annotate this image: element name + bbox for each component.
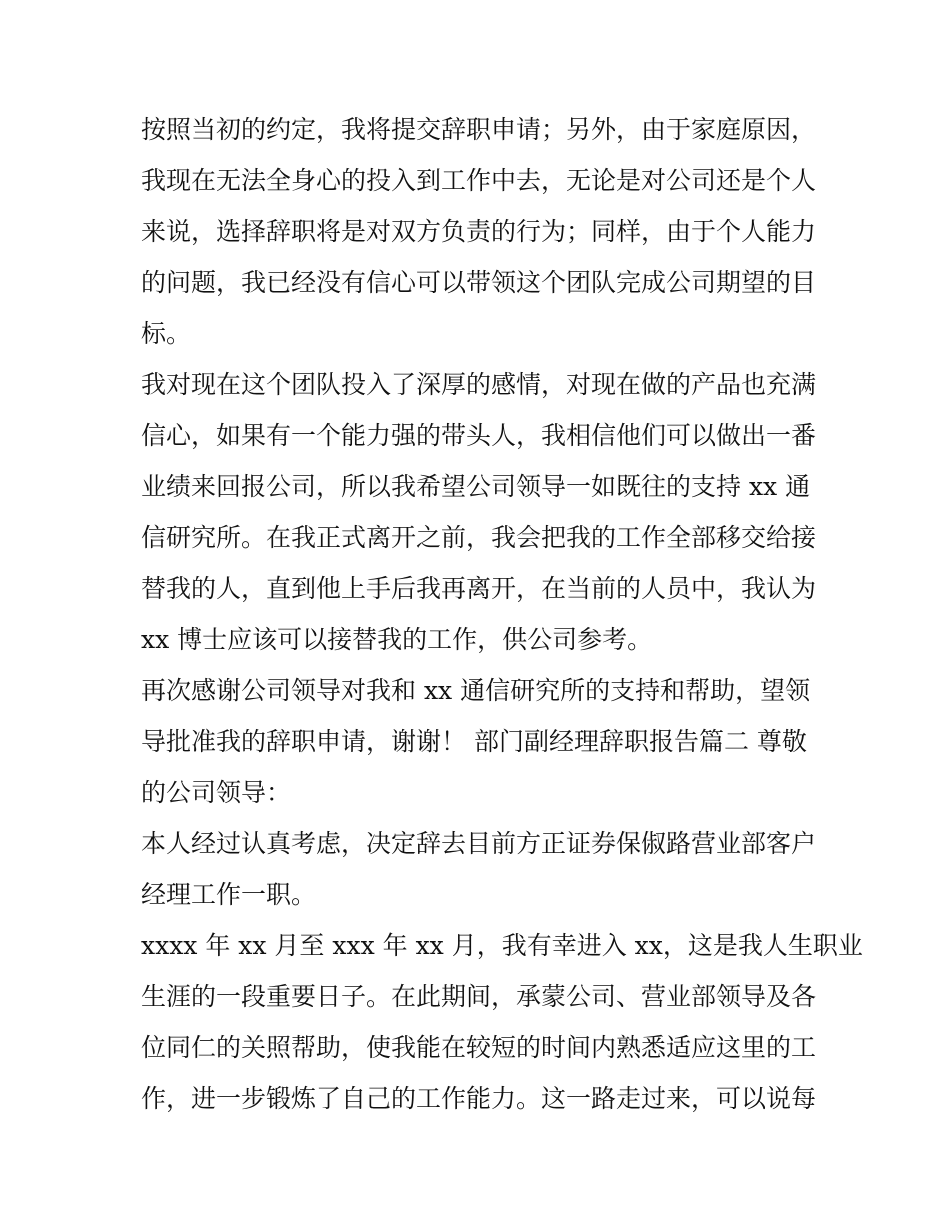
text-line: 生涯的一段重要日子。在此期间，承蒙公司、营业部领导及各	[141, 982, 817, 1011]
text-line: 位同仁的关照帮助，使我能在较短的时间内熟悉适应这里的工	[141, 1033, 817, 1062]
text-line: 我现在无法全身心的投入到工作中去，无论是对公司还是个人	[141, 166, 817, 195]
text-line: 信心，如果有一个能力强的带头人，我相信他们可以做出一番	[141, 421, 817, 450]
text-line: 导批准我的辞职申请，谢谢！ 部门副经理辞职报告篇二 尊敬	[141, 727, 807, 756]
text-line: xxxx 年 xx 月至 xxx 年 xx 月，我有幸进入 xx，这是我人生职业	[141, 931, 863, 960]
text-line: 我对现在这个团队投入了深厚的感情，对现在做的产品也充满	[141, 370, 817, 399]
text-line: 的公司领导：	[141, 778, 292, 807]
text-line: xx 博士应该可以接替我的工作，供公司参考。	[141, 625, 653, 654]
text-line: 业绩来回报公司，所以我希望公司领导一如既往的支持 xx 通	[141, 472, 811, 501]
text-line: 作，进一步锻炼了自己的工作能力。这一路走过来，可以说每	[141, 1084, 817, 1113]
text-line: 再次感谢公司领导对我和 xx 通信研究所的支持和帮助，望领	[141, 676, 811, 705]
text-line: 替我的人，直到他上手后我再离开，在当前的人员中，我认为	[141, 574, 817, 603]
text-line: 的问题，我已经没有信心可以带领这个团队完成公司期望的目	[141, 268, 817, 297]
text-line: 按照当初的约定，我将提交辞职申请；另外，由于家庭原因，	[141, 115, 817, 144]
text-line: 来说，选择辞职将是对双方负责的行为；同样，由于个人能力	[141, 217, 817, 246]
document-body	[141, 104, 863, 1124]
text-line: 经理工作一职。	[141, 880, 317, 909]
text-line: 本人经过认真考虑，决定辞去目前方正证券保俶路营业部客户	[141, 829, 817, 858]
text-line: 信研究所。在我正式离开之前，我会把我的工作全部移交给接	[141, 523, 817, 552]
text-line: 标。	[141, 319, 192, 348]
